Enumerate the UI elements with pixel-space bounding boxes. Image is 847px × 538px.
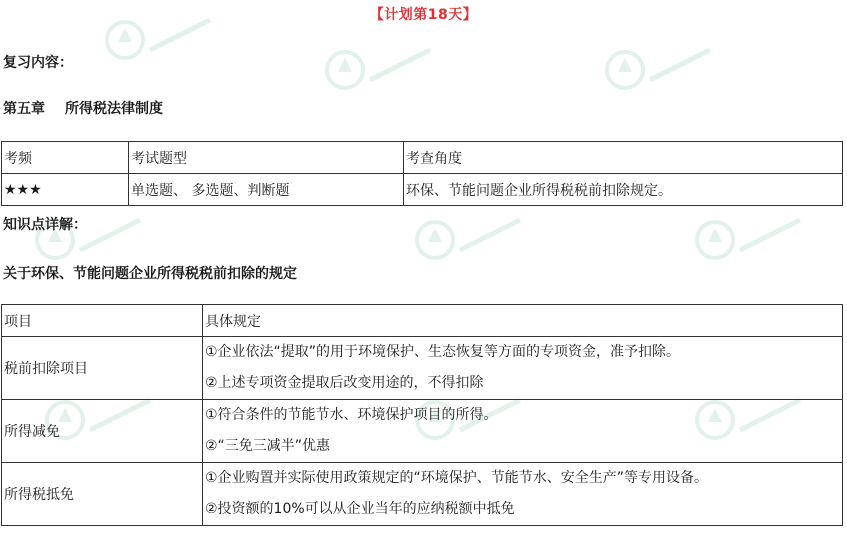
rule-lines xyxy=(203,463,843,526)
logo-watermark-icon xyxy=(600,40,720,100)
rules-table xyxy=(1,304,843,526)
exam-angle: 环保、节能问题企业所得税税前扣除规定。 xyxy=(404,174,843,206)
chapter-heading xyxy=(3,98,163,118)
section-title: 关于环保、节能问题企业所得税税前扣除的规定 xyxy=(3,266,297,282)
detail-label: 知识点详解： xyxy=(3,217,87,233)
rule-item: 税前扣除项目 xyxy=(2,337,203,400)
frequency-stars: ★★★ xyxy=(2,174,129,206)
rule-line: ②投资额的10%可以从企业当年的应纳税额中抵免 xyxy=(205,501,515,517)
plan-title: 【计划第18天】 xyxy=(369,7,478,23)
review-label: 复习内容： xyxy=(3,55,73,71)
rule-item: 所得减免 xyxy=(2,400,203,463)
summary-table xyxy=(1,141,843,206)
header-item: 项目 xyxy=(2,305,203,337)
rule-line: ①企业依法“提取”的用于环境保护、生态恢复等方面的专项资金，准予扣除。 xyxy=(205,344,681,360)
header-rule: 具体规定 xyxy=(203,305,843,337)
logo-watermark-icon xyxy=(690,210,810,270)
rule-line: ②上述专项资金提取后改变用途的，不得扣除 xyxy=(205,375,484,391)
table-header-row xyxy=(2,142,843,174)
rule-item: 所得税抵免 xyxy=(2,463,203,526)
header-angle: 考查角度 xyxy=(404,142,843,174)
header-frequency: 考频 xyxy=(2,142,129,174)
chapter-number: 第五章 xyxy=(3,101,45,117)
chapter-name: 所得税法律制度 xyxy=(65,101,163,117)
table-row xyxy=(2,463,843,526)
table-row xyxy=(2,337,843,400)
table-row xyxy=(2,174,843,206)
table-header-row xyxy=(2,305,843,337)
rule-line: ②“三免三减半”优惠 xyxy=(205,438,331,454)
question-types: 单选题、 多选题、判断题 xyxy=(129,174,404,206)
logo-watermark-icon xyxy=(320,40,440,100)
header-question-types: 考试题型 xyxy=(129,142,404,174)
table-row xyxy=(2,400,843,463)
rule-lines xyxy=(203,337,843,400)
logo-watermark-icon xyxy=(410,210,530,270)
rule-lines xyxy=(203,400,843,463)
rule-line: ①企业购置并实际使用政策规定的“环境保护、节能节水、安全生产”等专用设备。 xyxy=(205,470,709,486)
rule-line: ①符合条件的节能节水、环境保护项目的所得。 xyxy=(205,407,498,423)
